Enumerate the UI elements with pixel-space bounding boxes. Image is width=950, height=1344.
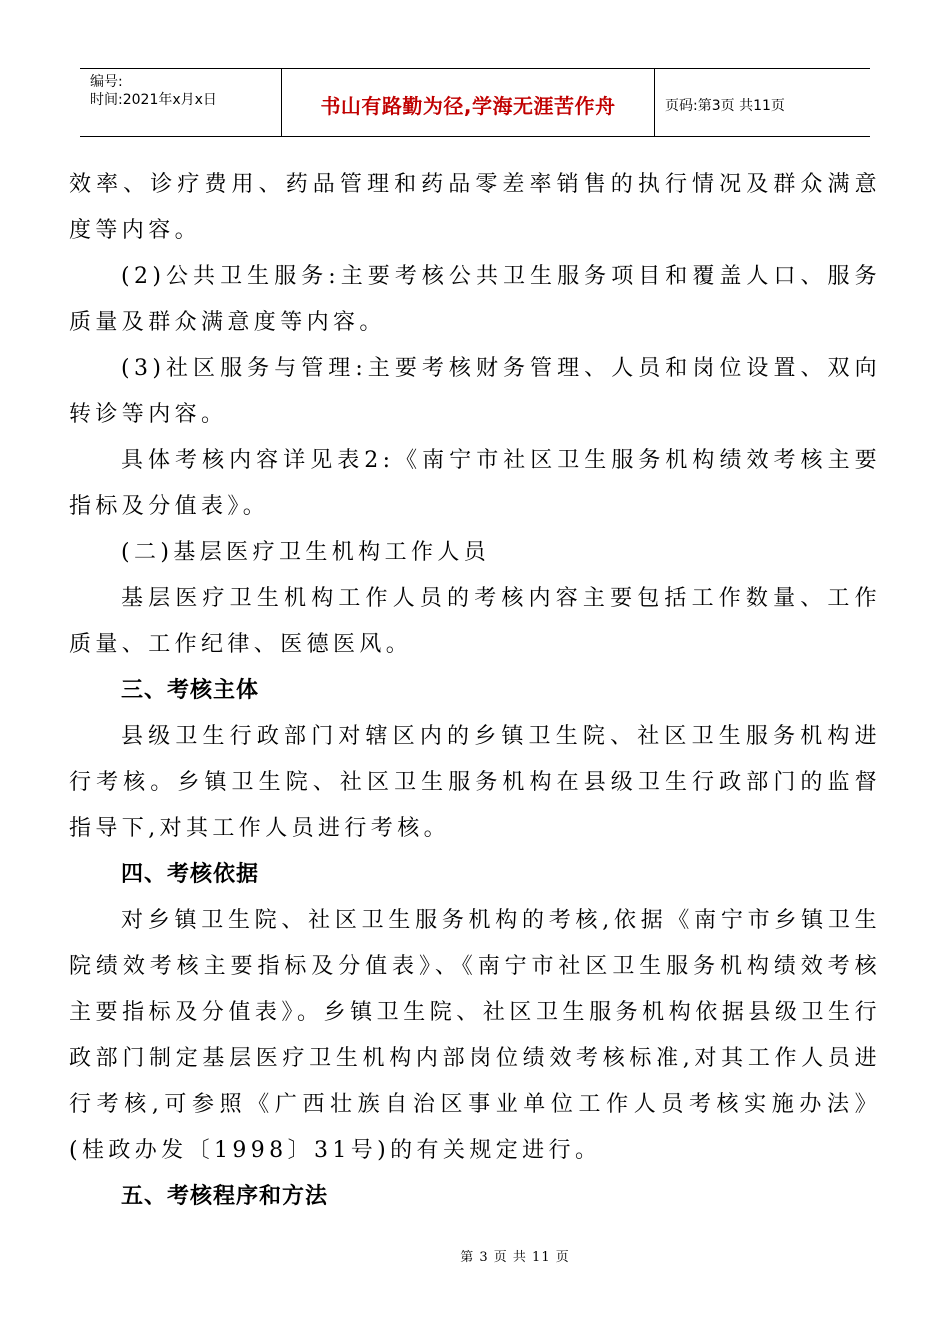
section-heading: 三、考核主体 xyxy=(121,678,260,703)
paragraph: 效率、诊疗费用、药品管理和药品零差率销售的执行情况及群众满意度等内容。 xyxy=(69,172,881,243)
paragraph: 对乡镇卫生院、社区卫生服务机构的考核,依据《南宁市乡镇卫生院绩效考核主要指标及分值表》、《南宁市社区卫生服务机构绩效考核主要指标及分值表》。乡镇卫生院、社区卫生服务机构依据县级卫生行政部门制定基层医疗卫生机构内部岗位绩效考核标准,对其工作人员进行考核,可参照《广西壮族自治区事业单位工作人员考核实施办法》(桂政办发〔1998〕31号)的有关规定进行。 xyxy=(69,908,881,1163)
header-motto: 书山有路勤为径,学海无涯苦作舟 xyxy=(282,69,655,136)
page-footer: 第 3 页 共 11 页 xyxy=(460,1250,570,1265)
header-meta xyxy=(80,69,282,136)
document-body xyxy=(69,162,881,1220)
paragraph: 具体考核内容详见表2:《南宁市社区卫生服务机构绩效考核主要指标及分值表》。 xyxy=(69,448,881,519)
paragraph: (2)公共卫生服务:主要考核公共卫生服务项目和覆盖人口、服务质量及群众满意度等内容。 xyxy=(69,264,881,335)
section-heading: 五、考核程序和方法 xyxy=(121,1184,329,1209)
section-heading: 四、考核依据 xyxy=(121,862,260,887)
time-label: 时间:2021年x月x日 xyxy=(90,92,217,108)
paragraph: 县级卫生行政部门对辖区内的乡镇卫生院、社区卫生服务机构进行考核。乡镇卫生院、社区卫生服务机构在县级卫生行政部门的监督指导下,对其工作人员进行考核。 xyxy=(69,724,881,841)
paragraph: 基层医疗卫生机构工作人员的考核内容主要包括工作数量、工作质量、工作纪律、医德医风。 xyxy=(69,586,881,657)
number-label: 编号: xyxy=(90,74,123,90)
paragraph: (3)社区服务与管理:主要考核财务管理、人员和岗位设置、双向转诊等内容。 xyxy=(69,356,881,427)
header-page-info: 页码:第3页 共11页 xyxy=(665,97,785,114)
document-header xyxy=(80,68,870,137)
subsection-title: (二)基层医疗卫生机构工作人员 xyxy=(121,540,491,565)
